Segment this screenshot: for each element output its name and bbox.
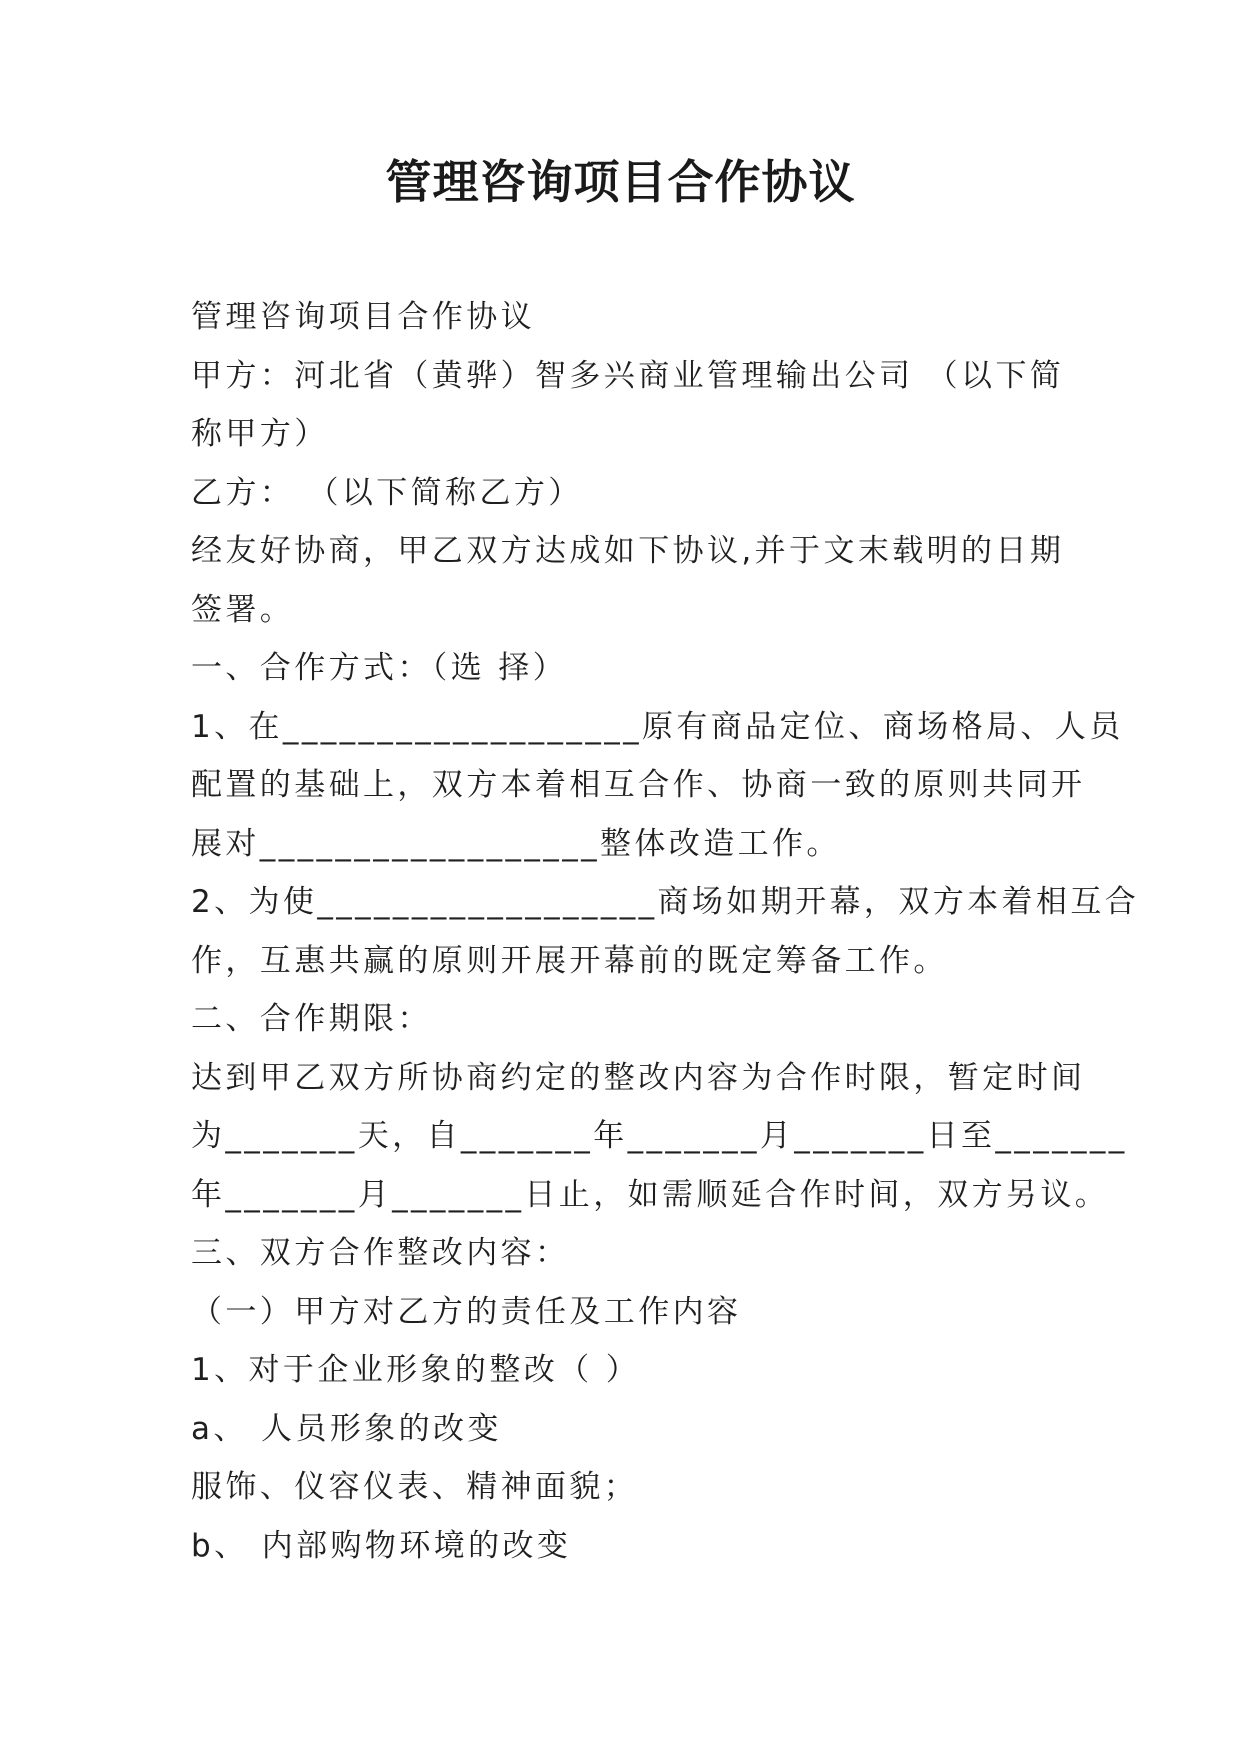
text-line: 1、在___________________原有商品定位、商场格局、人员 [191,708,1124,745]
text-line: 展对__________________整体改造工作。 [191,825,841,862]
section-heading: 一、合作方式：（选 择） [191,650,568,686]
text-line: 年_______月_______日止，如需顺延合作时间，双方另议。 [191,1176,1110,1213]
text-line: 作，互惠共赢的原则开展开幕前的既定筹备工作。 [191,942,948,979]
text-line: 称甲方） [191,416,329,452]
text-line: 1、对于企业形象的整改（ ） [191,1352,641,1388]
text-line: 甲方：河北省（黄骅）智多兴商业管理输出公司 （以下简 [191,357,1065,394]
document-title: 管理咨询项目合作协议 [385,155,856,209]
text-line: 达到甲乙双方所协商约定的整改内容为合作时限，暂定时间 [191,1059,1086,1096]
document-body [191,288,1140,1575]
section-heading: 三、双方合作整改内容： [191,1235,570,1271]
text-line: 为_______天，自_______年_______月_______日至_______ [191,1118,1128,1154]
text-line: 经友好协商，甲乙双方达成如下协议,并于文末载明的日期 [191,533,1065,569]
text-line: a、 人员形象的改变 [191,1410,502,1447]
section-heading: 二、合作期限： [191,1001,432,1037]
text-line: 配置的基础上，双方本着相互合作、协商一致的原则共同开 [191,767,1086,803]
subsection-heading: （一）甲方对乙方的责任及工作内容 [191,1293,742,1330]
text-line: 2、为使__________________商场如期开幕，双方本着相互合 [191,884,1140,920]
text-line: b、 内部购物环境的改变 [191,1527,572,1564]
text-line: 签署。 [191,591,295,628]
text-line: 服饰、仪容仪表、精神面貌； [191,1469,639,1505]
text-line: 管理咨询项目合作协议 [191,299,535,335]
text-line: 乙方： （以下简称乙方） [191,474,583,511]
